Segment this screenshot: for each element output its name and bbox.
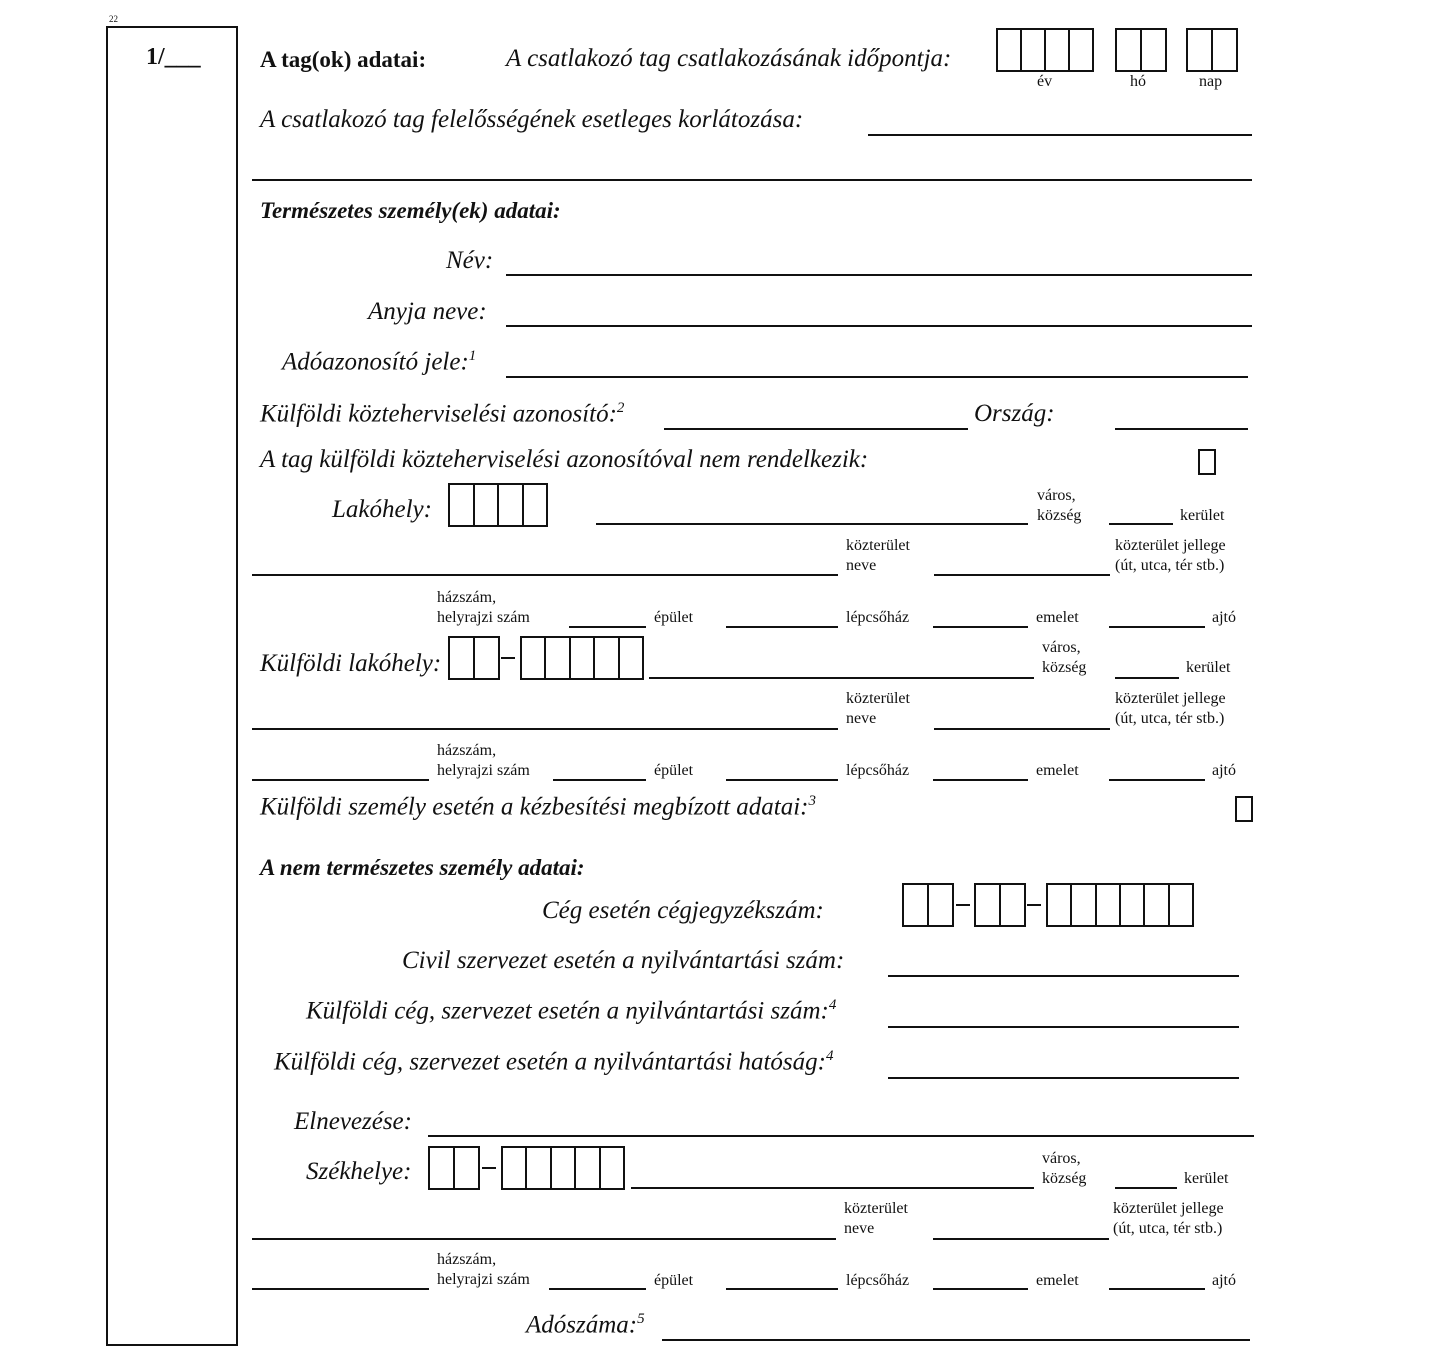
seat-label: Székhelye: (306, 1158, 412, 1185)
entity-name-label: Elnevezése: (294, 1108, 412, 1135)
join-day-boxes[interactable] (1186, 28, 1238, 72)
year-label: év (1037, 73, 1053, 90)
seat-street-label: közterület neve (844, 1200, 908, 1237)
legal-title: A nem természetes személy adatai: (260, 855, 585, 880)
mother-name-label: Anyja neve: (368, 298, 487, 325)
foreign-reg-field[interactable] (888, 1026, 1239, 1028)
residence-stairs-field[interactable] (933, 626, 1028, 628)
residence-city-field[interactable] (596, 523, 1028, 525)
seat-city-label: város, község (1042, 1150, 1087, 1187)
delivery-agent-checkbox[interactable] (1235, 796, 1253, 822)
foreign-residence-house-label: házszám, helyrajzi szám (437, 742, 530, 779)
seat-country-boxes[interactable] (428, 1146, 480, 1190)
foreign-residence-dash (501, 657, 515, 659)
foreign-residence-house-field[interactable] (553, 779, 646, 781)
foreign-reg-label: Külföldi cég, szervezet esetén a nyilvántartási szám:$^4$ (306, 997, 837, 1025)
residence-stairs-label: lépcsőház (846, 609, 910, 626)
foreign-residence-street-label: közterület neve (846, 690, 910, 727)
natural-title: Természetes személy(ek) adatai: (260, 198, 561, 223)
foreign-residence-floor-field[interactable] (1109, 779, 1205, 781)
seat-door-label: ajtó (1212, 1272, 1236, 1289)
residence-district-field[interactable] (1109, 523, 1173, 525)
tax-number-field[interactable] (662, 1339, 1250, 1341)
foreign-residence-building-label: épület (654, 762, 694, 779)
tax-id-label: Adóazonosító jele:$^1$ (282, 348, 477, 376)
seat-city-field[interactable] (631, 1187, 1034, 1189)
residence-city-label: város, község (1037, 487, 1082, 524)
residence-house-field[interactable] (569, 626, 646, 628)
foreign-tax-id-field[interactable] (664, 428, 968, 430)
mother-name-field[interactable] (506, 325, 1252, 327)
month-label: hó (1130, 73, 1146, 90)
liability-label: A csatlakozó tag felelősségének esetleges korlátozása: (260, 106, 804, 133)
country-label: Ország: (974, 400, 1055, 427)
seat-dash (482, 1167, 496, 1169)
foreign-residence-zip-boxes[interactable] (520, 636, 644, 680)
entity-name-field[interactable] (428, 1135, 1254, 1137)
delivery-agent-label: Külföldi személy esetén a kézbesítési megbízott adatai:$^3$ (260, 793, 817, 821)
join-date-label: A csatlakozó tag csatlakozásának időpontja: (506, 45, 952, 72)
no-foreign-tax-label: A tag külföldi közteherviselési azonosítóval nem rendelkezik: (260, 446, 869, 473)
civil-reg-field[interactable] (888, 975, 1239, 977)
foreign-residence-building-field[interactable] (726, 779, 838, 781)
section-title-members: A tag(ok) adatai: (260, 47, 427, 72)
seat-floor-label: emelet (1036, 1272, 1079, 1289)
liability-field[interactable] (868, 134, 1252, 136)
company-reg-number-boxes[interactable] (1046, 883, 1194, 927)
residence-street-field[interactable] (252, 574, 838, 576)
join-year-boxes[interactable] (996, 28, 1094, 72)
join-month-boxes[interactable] (1115, 28, 1167, 72)
residence-building-field[interactable] (726, 626, 838, 628)
seat-house-label: házszám, helyrajzi szám (437, 1251, 530, 1288)
foreign-residence-district-field[interactable] (1115, 677, 1179, 679)
residence-floor-label: emelet (1036, 609, 1079, 626)
company-reg-dash-2 (1027, 904, 1041, 906)
seat-house-prefix-field[interactable] (252, 1288, 429, 1290)
company-reg-type-boxes[interactable] (974, 883, 1026, 927)
member-number: 1/___ (146, 44, 201, 70)
foreign-auth-label: Külföldi cég, szervezet esetén a nyilvántartási hatóság:$^4$ (274, 1048, 834, 1076)
seat-floor-field[interactable] (1109, 1288, 1205, 1290)
seat-building-field[interactable] (726, 1288, 838, 1290)
day-label: nap (1199, 73, 1223, 90)
residence-building-label: épület (654, 609, 694, 626)
seat-district-field[interactable] (1115, 1187, 1177, 1189)
residence-door-label: ajtó (1212, 609, 1236, 626)
seat-district-label: kerület (1184, 1170, 1229, 1187)
foreign-residence-house-prefix-field[interactable] (252, 779, 429, 781)
foreign-residence-label: Külföldi lakóhely: (260, 650, 442, 677)
name-label: Név: (446, 247, 494, 274)
residence-zip-boxes[interactable] (448, 483, 548, 527)
seat-building-label: épület (654, 1272, 694, 1289)
page-mark: 22 (109, 14, 118, 24)
seat-stairs-label: lépcsőház (846, 1272, 910, 1289)
margin-column (106, 26, 238, 1346)
foreign-residence-street-field[interactable] (252, 728, 838, 730)
seat-house-field[interactable] (549, 1288, 646, 1290)
seat-zip-boxes[interactable] (501, 1146, 625, 1190)
tax-id-field[interactable] (506, 376, 1248, 378)
section-divider (252, 179, 1252, 181)
foreign-residence-street-type-label: közterület jellege (út, utca, tér stb.) (1115, 690, 1226, 727)
foreign-residence-city-label: város, község (1042, 639, 1087, 676)
residence-floor-field[interactable] (1109, 626, 1205, 628)
residence-street-type-field[interactable] (934, 574, 1110, 576)
foreign-residence-stairs-label: lépcsőház (846, 762, 910, 779)
company-reg-dash-1 (956, 904, 970, 906)
no-foreign-tax-checkbox[interactable] (1198, 449, 1216, 475)
foreign-residence-district-label: kerület (1186, 659, 1231, 676)
seat-stairs-field[interactable] (933, 1288, 1028, 1290)
residence-house-label: házszám, helyrajzi szám (437, 589, 530, 626)
seat-street-type-field[interactable] (933, 1238, 1109, 1240)
residence-label: Lakóhely: (332, 496, 432, 523)
foreign-residence-floor-label: emelet (1036, 762, 1079, 779)
foreign-tax-id-label: Külföldi közteherviselési azonosító:$^2$ (260, 400, 625, 428)
foreign-residence-city-field[interactable] (649, 677, 1034, 679)
civil-reg-label: Civil szervezet esetén a nyilvántartási szám: (402, 947, 845, 974)
residence-street-label: közterület neve (846, 537, 910, 574)
country-field[interactable] (1115, 428, 1248, 430)
company-reg-label: Cég esetén cégjegyzékszám: (542, 897, 824, 924)
residence-street-type-label: közterület jellege (út, utca, tér stb.) (1115, 537, 1226, 574)
tax-number-label: Adószáma:$^5$ (526, 1311, 645, 1339)
seat-street-type-label: közterület jellege (út, utca, tér stb.) (1113, 1200, 1224, 1237)
company-reg-court-boxes[interactable] (902, 883, 954, 927)
seat-street-field[interactable] (252, 1238, 836, 1240)
foreign-residence-street-type-field[interactable] (934, 728, 1110, 730)
name-field[interactable] (506, 274, 1252, 276)
foreign-auth-field[interactable] (888, 1077, 1239, 1079)
residence-district-label: kerület (1180, 507, 1225, 524)
foreign-residence-country-boxes[interactable] (448, 636, 500, 680)
foreign-residence-stairs-field[interactable] (933, 779, 1028, 781)
foreign-residence-door-label: ajtó (1212, 762, 1236, 779)
